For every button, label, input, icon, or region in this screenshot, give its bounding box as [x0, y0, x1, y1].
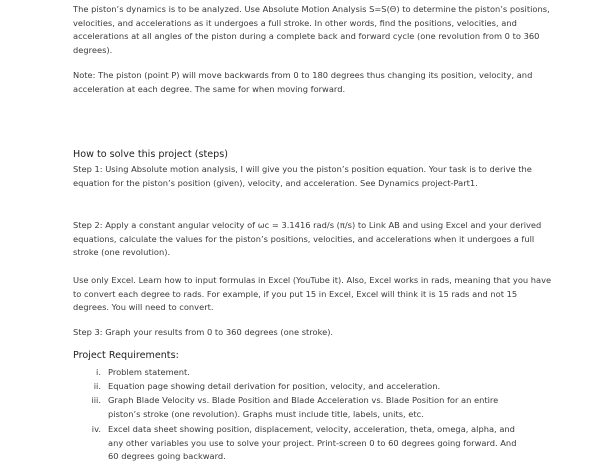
item-number: iii. [91, 395, 101, 405]
step3-paragraph: Step 3: Graph your results from 0 to 360 degrees (one stroke). [73, 327, 334, 337]
item-text: Graph Blade Velocity vs. Blade Position and Blade Acceleration vs. Blade Position for an entire piston’s stroke (one revolution). Graphs must include title, labels, units, etc. [108, 395, 499, 419]
howto-heading: How to solve this project (steps) [73, 149, 228, 160]
note-paragraph: Note: The piston (point P) will move backwards from 0 to 180 degrees thus changing its position, velocity, and acceleration at each degree. The same for when moving forward. [73, 70, 533, 94]
item-number: i. [96, 367, 101, 377]
item-number: ii. [93, 381, 101, 391]
step2-paragraph: Step 2: Apply a constant angular velocity of ωc = 3.1416 rad/s (π/s) to Link AB and using Excel and your derived equations, calculate the values for the piston’s positions, velocities, and accelerations when it undergoes a full stroke (one revolution). [73, 220, 542, 257]
step1-paragraph: Step 1: Using Absolute motion analysis, I will give you the piston’s position equation. Your task is to derive the equation for the piston’s position (given), velocity, and acceleration. See Dynamics project-Part1. [73, 164, 532, 188]
intro-paragraph: The piston’s dynamics is to be analyzed. Use Absolute Motion Analysis S=S(Θ) to determine the piston’s positions, velocities, and accelerations as it undergoes a full stroke. In other words, find the positions, velocities, and accelerations at all angles of the piston during a complete back and forward cycle (one revolution from 0 to 360 degrees). [73, 4, 550, 55]
item-text: Problem statement. [108, 367, 190, 377]
item-number: iv. [91, 424, 101, 434]
item-text: Excel data sheet showing position, displacement, velocity, acceleration, theta, omega, alpha, and any other variables you use to solve your project. Print-screen 0 to 60 degrees going forward. And 60 degrees going backward. [108, 424, 517, 461]
requirements-heading: Project Requirements: [73, 350, 179, 361]
item-text: Equation page showing detail derivation for position, velocity, and acceleration. [108, 381, 441, 391]
excel-note-paragraph: Use only Excel. Learn how to input formulas in Excel (YouTube it). Also, Excel works in rads, meaning that you have to convert each degree to rads. For example, if you put 15 in Excel, Excel will think it is 15 rads and not 15 degrees. You will need to convert. [73, 275, 552, 312]
